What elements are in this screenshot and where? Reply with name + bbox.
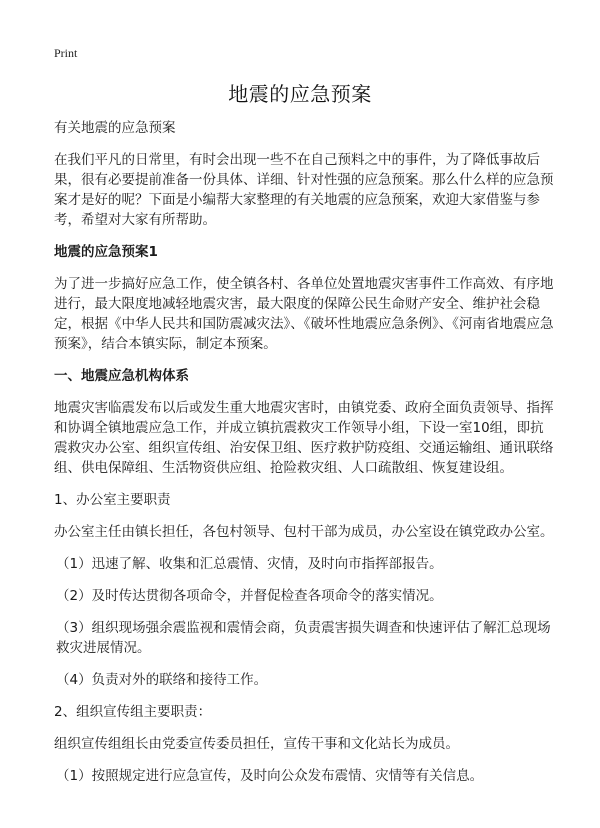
intro-paragraph: 在我们平凡的日常里，有时会出现一些不在自己预料之中的事件，为了降低事故后果，很有必要提前准备一份具体、详细、针对性强的应急预案。那么什么样的应急预案才是好的呢？下面是小编帮大家整理的有关地震的应急预案，欢迎大家借鉴与参考，希望对大家有所帮助。	[54, 152, 554, 228]
article-body	[54, 118, 554, 798]
propaganda-duties-paragraph: 组织宣传组组长由党委宣传委员担任，宣传干事和文化站长为成员。	[54, 736, 459, 752]
article-subtitle: 有关地震的应急预案	[54, 120, 176, 136]
office-duty-item: （4）负责对外的联络和接待工作。	[56, 672, 268, 688]
section-heading: 地震的应急预案1	[54, 244, 158, 260]
org-system-paragraph: 地震灾害临震发布以后或发生重大地震灾害时，由镇党委、政府全面负责领导、指挥和协调全镇地震应急工作，并成立镇抗震救灾工作领导小组，下设一室10组，即抗震救灾办公室、组织宣传组、治安保卫组、医疗救护防疫组、交通运输组、通讯联络组、供电保障组、生活物资供应组、抢险救灾组、人口疏散组、恢复建设组。	[54, 400, 554, 476]
propaganda-duties-heading: 2、组织宣传组主要职责：	[54, 704, 212, 720]
office-duties-paragraph: 办公室主任由镇长担任，各包村领导、包村干部为成员，办公室设在镇党政办公室。	[54, 524, 554, 540]
propaganda-duty-item: （1）按照规定进行应急宣传，及时向公众发布震情、灾情等有关信息。	[56, 768, 484, 784]
section-paragraph: 为了进一步搞好应急工作，使全镇各村、各单位处置地震灾害事件工作高效、有序地进行，最大限度地减轻地震灾害，最大限度的保障公民生命财产安全、维护社会稳定，根据《中华人民共和国防震减灾法》、《破坏性地震应急条例》、《河南省地震应急预案》，结合本镇实际，制定本预案。	[54, 276, 554, 352]
office-duty-item: （3）组织现场强余震监视和震情会商，负责震害损失调查和快速评估了解汇总现场救灾进展情况。	[56, 620, 551, 656]
office-duties-heading: 1、办公室主要职责	[54, 492, 171, 508]
org-system-heading: 一、地震应急机构体系	[54, 368, 189, 384]
office-duty-item: （1）迅速了解、收集和汇总震情、灾情，及时向市指挥部报告。	[56, 556, 443, 572]
print-link[interactable]: Print	[54, 46, 78, 60]
page-title: 地震的应急预案	[228, 82, 372, 106]
office-duty-item: （2）及时传达贯彻各项命令，并督促检查各项命令的落实情况。	[56, 588, 443, 604]
